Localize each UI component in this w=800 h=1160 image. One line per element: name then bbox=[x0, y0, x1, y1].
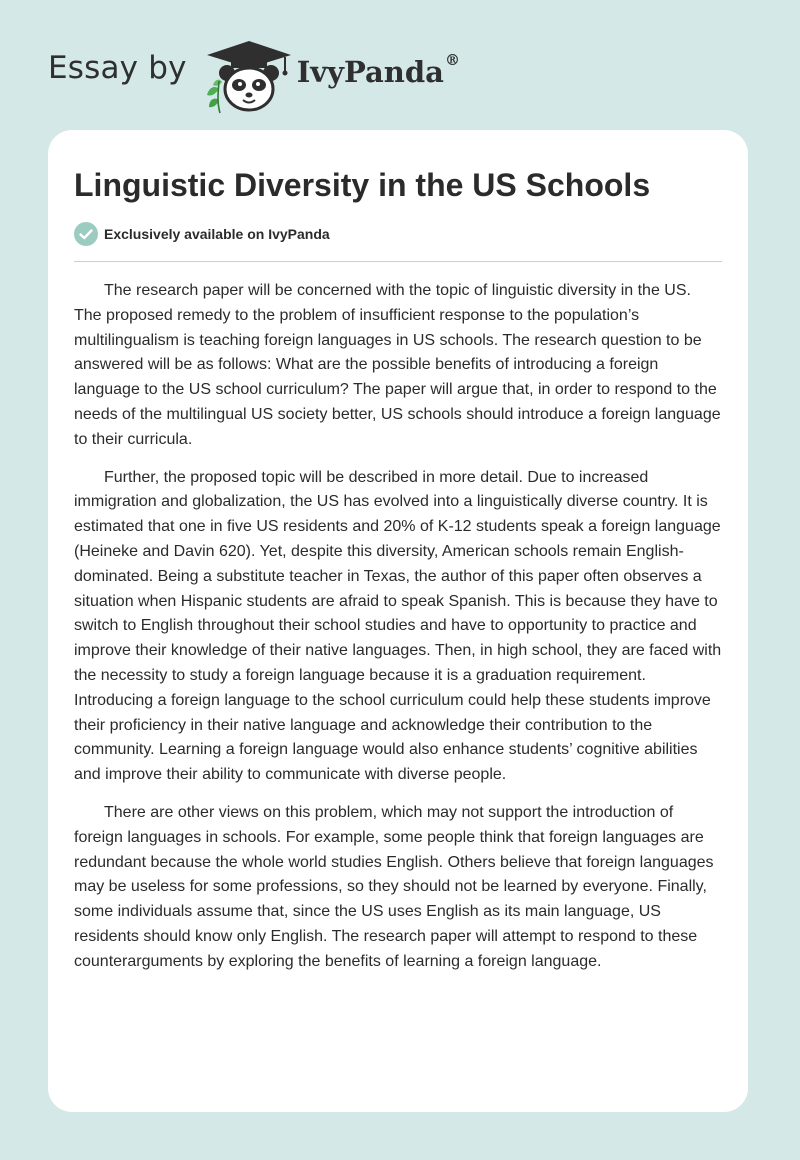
registered-mark: ® bbox=[444, 51, 460, 69]
exclusive-label: Exclusively available on IvyPanda bbox=[104, 226, 330, 242]
paragraph: The research paper will be concerned with the topic of linguistic diversity in the US. The proposed remedy to the problem of insufficient response to the population’s multilingualism is teaching foreign languages in US schools. The research question to be answered will be as follows: What are the possible benefits of introducing a foreign language to the US school curriculum? The paper will argue that, in order to respond to the needs of the multilingual US society better, US schools should introduce a foreign language to their curricula. bbox=[74, 282, 721, 448]
paragraph: Further, the proposed topic will be described in more detail. Due to increased immigration and globalization, the US has evolved into a linguistically diverse country. It is estimated that one in five US residents and 20% of K-12 students speak a foreign language (Heineke and Davin 620). Yet, despite this diversity, American schools remain English-dominated. Being a substitute teacher in Texas, the author of this paper often observes a situation when Hispanic students are afraid to speak Spanish. This is because they have to switch to English throughout their school studies and have to opportunity to practice and improve their knowledge of their native languages. Then, in high school, they are faced with the necessity to study a foreign language because it is a graduation requirement. Introducing a foreign language to the school curriculum could help these students improve their proficiency in their native language and acknowledge their contribution to the community. Learning a foreign language would also enhance students’ cognitive abilities and improve their ability to communicate with diverse people. bbox=[74, 468, 722, 784]
ivypanda-logo-icon[interactable] bbox=[203, 37, 295, 115]
ivy-leaf-icon bbox=[207, 80, 222, 113]
essay-by-label: Essay by bbox=[48, 50, 187, 86]
exclusive-badge bbox=[74, 222, 330, 246]
check-circle-icon bbox=[74, 222, 98, 246]
essay-card bbox=[48, 130, 748, 1112]
site-header bbox=[48, 34, 460, 114]
title-divider bbox=[74, 261, 722, 262]
page-title: Linguistic Diversity in the US Schools bbox=[74, 167, 651, 203]
essay-body bbox=[74, 279, 722, 988]
brand-name[interactable]: IvyPanda® bbox=[296, 51, 460, 89]
paragraph: There are other views on this problem, which may not support the introduction of foreign languages in schools. For example, some people think that foreign languages are redundant because the whole world studies English. Others believe that foreign languages may be useless for some professions, so they should not be learned by everyone. Finally, some individuals assume that, since the US uses English as its main language, US residents should know only English. The research paper will attempt to respond to these counterarguments by exploring the benefits of learning a foreign language. bbox=[74, 803, 714, 970]
